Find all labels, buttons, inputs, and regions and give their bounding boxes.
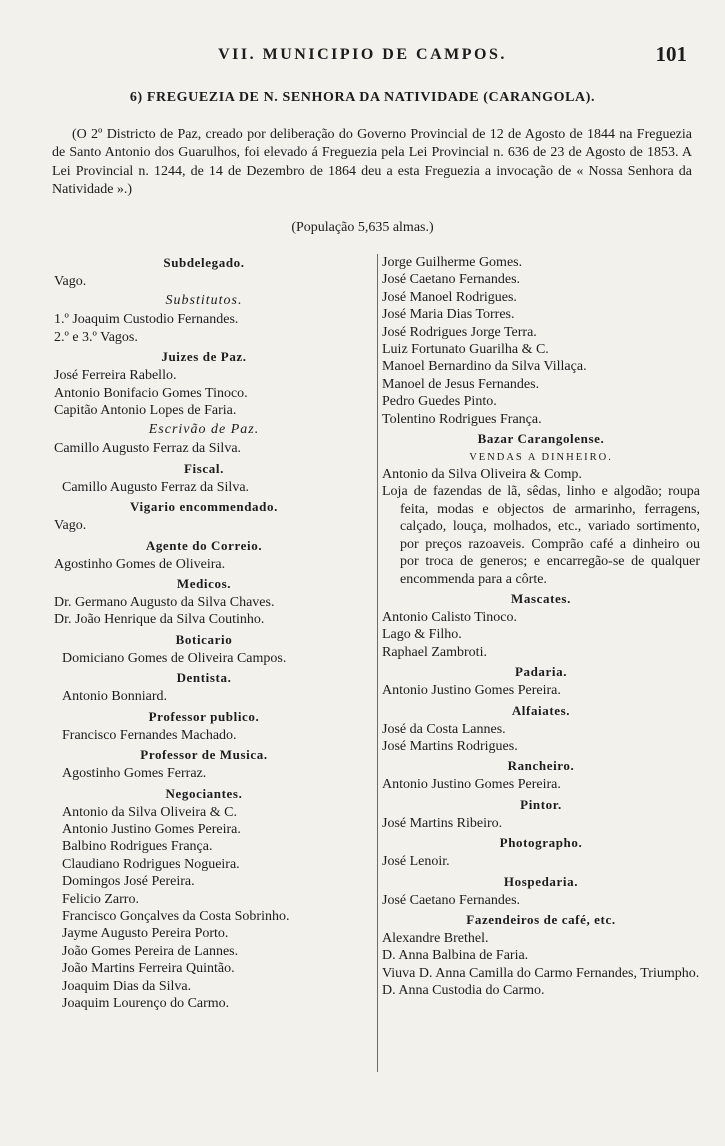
list-item: Raphael Zambroti. xyxy=(382,644,487,660)
list-item: Domiciano Gomes de Oliveira Campos. xyxy=(62,650,287,666)
list-item: Antonio da Silva Oliveira & C. xyxy=(62,804,237,820)
heading-pintor: Pintor. xyxy=(520,796,562,812)
list-item: José Caetano Fernandes. xyxy=(382,892,521,908)
list-item: Jorge Guilherme Gomes. xyxy=(382,255,523,270)
list-item: Antonio Justino Gomes Pereira. xyxy=(382,777,561,793)
list-item: José Manoel Rodrigues. xyxy=(382,289,517,305)
heading-substitutos: Substitutos. xyxy=(165,293,243,309)
page-number: 101 xyxy=(655,42,687,66)
list-item: Lago & Filho. xyxy=(382,627,462,643)
heading-medicos: Medicos. xyxy=(176,576,232,592)
heading-photographo: Photographo. xyxy=(499,835,583,851)
page-header xyxy=(0,42,725,70)
list-item: Antonio Bonniard. xyxy=(62,689,167,705)
bazar-owner: Antonio da Silva Oliveira & Comp. xyxy=(382,467,582,483)
list-item: Antonio Justino Gomes Pereira. xyxy=(62,821,241,837)
heading-negociantes: Negociantes. xyxy=(165,785,243,801)
list-item: Alexandre Brethel. xyxy=(382,930,489,946)
list-item: Dr. Germano Augusto da Silva Chaves. xyxy=(54,595,275,611)
list-item: Vago. xyxy=(54,274,87,289)
heading-vigario: Vigario encommendado. xyxy=(130,499,278,515)
heading-juizes: Juizes de Paz. xyxy=(161,349,247,365)
list-item: José da Costa Lannes. xyxy=(382,721,506,737)
list-item: 1.º Joaquim Custodio Fernandes. xyxy=(54,312,239,328)
list-item: Francisco Fernandes Machado. xyxy=(62,727,237,743)
list-item: João Martins Ferreira Quintão. xyxy=(62,961,235,977)
list-item: Pedro Guedes Pinto. xyxy=(382,394,497,410)
heading-dentista: Dentista. xyxy=(176,670,232,686)
list-item: Antonio Calisto Tinoco. xyxy=(382,609,517,625)
heading-professor: Professor publico. xyxy=(148,708,260,724)
list-item: José Ferreira Rabello. xyxy=(54,368,177,384)
list-item: Balbino Rodrigues França. xyxy=(62,839,213,855)
heading-correio: Agente do Correio. xyxy=(145,537,263,553)
list-item: 2.º e 3.º Vagos. xyxy=(54,329,138,345)
list-item: Felicio Zarro. xyxy=(62,891,139,907)
list-item: José Lenoir. xyxy=(382,854,450,870)
list-item: José Martins Rodrigues. xyxy=(382,738,518,754)
list-item: Agostinho Gomes de Oliveira. xyxy=(54,556,226,572)
heading-mascates: Mascates. xyxy=(511,590,571,606)
list-item: Francisco Gonçalves da Costa Sobrinho. xyxy=(62,908,290,924)
list-item: João Gomes Pereira de Lannes. xyxy=(62,943,239,959)
list-item: Vago. xyxy=(54,518,87,534)
list-item: Manoel de Jesus Fernandes. xyxy=(382,376,540,392)
list-item: Joaquim Dias da Silva. xyxy=(62,978,192,994)
list-item: Domingos José Pereira. xyxy=(62,874,195,890)
heading-padaria: Padaria. xyxy=(514,664,568,680)
right-column xyxy=(377,254,700,1072)
heading-fazendeiros: Fazendeiros de café, etc. xyxy=(466,911,616,927)
running-title: VII. MUNICIPIO DE CAMPOS. xyxy=(218,46,507,63)
heading-fiscal: Fiscal. xyxy=(184,460,224,476)
population-line: (População 5,635 almas.) xyxy=(291,220,434,235)
left-column xyxy=(54,252,354,1012)
list-item: Viuva D. Anna Camilla do Carmo Fernandes, Triumpho. xyxy=(382,965,700,981)
list-item: Camillo Augusto Ferraz da Silva. xyxy=(54,441,242,457)
list-item: Jayme Augusto Pereira Porto. xyxy=(62,926,229,942)
heading-hospedaria: Hospedaria. xyxy=(503,873,579,889)
list-item: D. Anna Custodia do Carmo. xyxy=(382,983,545,999)
heading-musica: Professor de Musica. xyxy=(140,747,268,763)
heading-escrivao: Escrivão de Paz. xyxy=(148,422,260,438)
list-item: Capitão Antonio Lopes de Faria. xyxy=(54,403,237,419)
heading-subdelegado: Subdelegado. xyxy=(163,255,245,270)
heading-boticario: Boticario xyxy=(175,631,233,647)
heading-bazar: Bazar Carangolense. xyxy=(477,431,605,447)
list-item: Antonio Bonifacio Gomes Tinoco. xyxy=(54,385,248,401)
intro-paragraph: (O 2º Districto de Paz, creado por deliberação do Governo Provincial de 12 de Agosto de 1844 na Freguezia de Santo Antonio dos Guarulhos, foi elevado á Freguezia pela Lei Provincial n. 636 de 23 de Agosto de 1853. A Lei Provincial n. 1244, de 14 de Dezembro de 1864 deu a esta Freguezia a invocação de « Nossa Senhora da Natividade ».) xyxy=(52,127,692,198)
list-item: Antonio Justino Gomes Pereira. xyxy=(382,683,561,699)
list-item: Dr. João Henrique da Silva Coutinho. xyxy=(54,612,265,628)
bazar-description: Loja de fazendas de lã, sêdas, linho e algodão; roupa feita, modas e objectos de armarinho, ferragens, calçado, louça, molhados, etc., variado sortimento, por preços razoaveis. Comprão café a dinheiro ou por troca de generos; e encarregão-se de qualquer encommenda para a côrte. xyxy=(382,484,700,587)
list-item: Tolentino Rodrigues França. xyxy=(382,411,542,427)
list-item: José Rodrigues Jorge Terra. xyxy=(382,324,537,340)
list-item: Joaquim Lourenço do Carmo. xyxy=(62,995,230,1011)
heading-alfaiates: Alfaiates. xyxy=(511,702,571,718)
list-item: Camillo Augusto Ferraz da Silva. xyxy=(62,479,250,495)
list-item: José Maria Dias Torres. xyxy=(382,307,515,323)
list-item: Agostinho Gomes Ferraz. xyxy=(62,766,207,782)
list-item: José Caetano Fernandes. xyxy=(382,272,521,288)
heading-rancheiro: Rancheiro. xyxy=(507,758,575,774)
list-item: D. Anna Balbina de Faria. xyxy=(382,948,529,964)
section-title: 6) FREGUEZIA DE N. SENHORA DA NATIVIDADE (CARANGOLA). xyxy=(129,90,596,105)
bazar-subheading: VENDAS A DINHEIRO. xyxy=(469,452,613,464)
list-item: Manoel Bernardino da Silva Villaça. xyxy=(382,359,587,375)
list-item: José Martins Ribeiro. xyxy=(382,815,503,831)
list-item: Claudiano Rodrigues Nogueira. xyxy=(62,856,240,872)
list-item: Luiz Fortunato Guarilha & C. xyxy=(382,342,549,358)
